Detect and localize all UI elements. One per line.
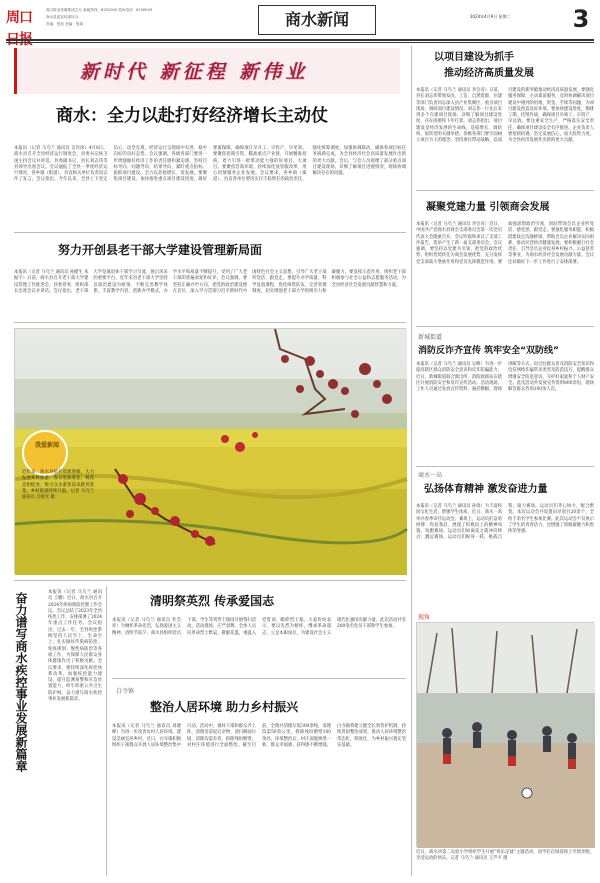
qingming-headline: 清明祭英烈 传承爱国志 <box>150 594 275 608</box>
project-body: 本报讯（记者 马乌兰 通讯员 李会省）日前，县长刘志伟带领发改、工信、自然资源、住建等部门负责同志深入县产业集聚区、重点项目现场，调研项目建设情况。刘志伟一行先后来到多个在建项目现场，详细了解项目建设进度、存在困难和下步打算。刘志伟指出，项目建设是经济发展的生命线，是稳增长、调结构、促转型的关键举措。各级各部门要牢固树立项目为王的理念，坚持项目带动战略，以项目建设的新突破推动经济高质量发展。要强化服务保障，主动靠前服务，及时协调解决项目建设中遇到的用地、资金、手续等问题，为项目建设创造良好环境。要加快建设进度，倒排工期、挂图作战，确保项目早竣工、早投产、早达效。要注重安全生产，严格落实安全责任，确保项目建设安全有序推进。企业负责人要抢抓机遇，坚定发展信心，加大投资力度，为全县经济发展作出新的更大贡献。 <box>416 88 594 144</box>
sports-photo <box>416 622 594 847</box>
party-body: 本报讯（记者 马乌兰 通讯员 李会省）近日，中国共产党商水县商会支部委员会第一次党员代表大会隆重召开。会议听取和审议了支部工作报告，选举产生了新一届支部委员会。会议强调，要坚持以党建为引领，把党的政治优势、组织优势转化为商会发展优势，充分发挥党支部战斗堡垒作用和党员先锋模范作用。要加强思想政治引领，团结带领会员企业听党话、感党恩、跟党走。要强化服务职能，积极搭建政企沟通桥梁，帮助会员企业解决实际困难，推动民营经济健康发展。要积极履行社会责任，引导会员企业投身乡村振兴、公益慈善等事业，为商水经济社会发展贡献力量。会议还对做好下一步工作进行了安排部署。 <box>416 222 594 265</box>
project-headline-1: 以项目建设为抓手 <box>434 52 514 63</box>
section-title: 商水新闻 <box>258 5 376 35</box>
page-number: 3 <box>572 5 590 33</box>
village-headline: 整治人居环境 助力乡村振兴 <box>150 700 299 714</box>
sports-headline: 弘扬体育精神 激发奋进力量 <box>424 484 548 495</box>
fire-headline: 消防反诈齐宣传 筑牢安全“双防线” <box>418 346 559 356</box>
project-headline-2: 推动经济高质量发展 <box>444 68 534 79</box>
sports-photo-illustration <box>417 623 595 848</box>
lead-body: 本报讯（记者 马乌兰 通讯员 吴洋冰）4月8日，商水县召开全县经济运行调度会，县委书记杨卫国主持会议并讲话。县委副书记、县长刘志伟等县领导出席会议。会议通报了全县一季度经济运行情况，各乡镇（街道）、县直相关单位负责同志作了发言。会议指出，今年以来，全县上下坚定信心、攻坚克难，经济运行呈现稳中有进、稳中向好的良好态势。会议强调，各级各部门要进一步增强做好经济工作的责任感和紧迫感，坚持目标导向、问题导向、结果导向，紧盯重点指标，狠抓项目建设，全力以赴稳增长、促发展。要聚焦项目建设，加快推进重点项目建设进度，做好要素保障，确保项目早开工、早投产、早见效。要聚焦招商引资，瞄准重点产业链，开展精准招商，着力引进一批带动能力强的好项目、大项目。要聚焦营商环境，持续深化放管服改革，用心用情服务企业发展。会议要求，各乡镇（街道）、县直各单位要切实扛牢稳增长的政治责任，强化统筹调度，加强协调联动，确保各项目标任务圆满完成，为全县经济社会高质量发展作出新的更大贡献。会后，与会人员观摩了部分重点项目建设现场，详细了解项目进展情况，现场协调解决存在的问题。 <box>14 146 406 183</box>
fire-body: 本报讯（记者 马乌兰 通讯员 吴峰）为进一步提高辖区群众消防安全意识和反诈防骗能力，近日，新城街道联合派出所、消防救援站在辖区开展消防安全和反诈宣传活动。活动现场，工作人员通过发放宣传资料、悬挂横幅、现场讲解等方式，向过往群众普及消防安全知识和电信网络诈骗常见类型及防范技巧，提醒群众增强安全防范意识，守护好家庭和个人财产安全。此次活动共发放宣传资料800余份，现场解答群众咨询100余人次。 <box>416 362 594 393</box>
cdc-body: 本报讯（记者 马乌兰 通讯员 王鹏）近日，商水县召开2024年疾病预防控制工作会议。会议总结了2023年全县疾控工作，安排部署了2024年重点工作任务。会议指出，过去一年，全县疾控系统坚持人民至上、生命至上，扎实做好传染病防控、免疫规划、慢性病防治等各项工作，为保障人民群众身体健康作出了积极贡献。会议要求，要持续深化疾控体系改革，加强疾控能力建设，提升监测预警和应急处置能力，织牢织密公共卫生防护网，奋力谱写商水疾控事业发展新篇章。 <box>48 590 102 703</box>
cadre-headline: 努力开创县老干部大学建设管理新局面 <box>58 243 263 257</box>
photo-illustration <box>15 329 407 575</box>
photo-kicker: 我爱新闻 <box>34 442 59 449</box>
cdc-headline: 奋力谱写商水疾控事业发展新篇章 <box>14 592 28 772</box>
fire-kicker: 新城街道 <box>418 334 443 341</box>
sports-photo-caption: 近日，商水县第二实验小学组织学生开展“快乐足球”主题活动，同学们在绿茵场上尽情奔跑，享受运动的快乐。记者 马乌兰 通讯员 王芦平 摄 <box>416 850 594 862</box>
theme-banner: 新时代 新征程 新伟业 <box>80 61 309 83</box>
lead-headline: 商水：全力以赴打好经济增长主动仗 <box>56 106 328 126</box>
masthead-sub-info: 商水县委宣传部协办 <box>46 15 79 19</box>
cadre-body: 本报讯（记者 马乌兰 通讯员 孙健生 朱振宇）日前，商水县召开老干部大学建设管理工作推进会。县委常委、组织部长出席会议并讲话。会议指出，老干部大学是离退休干部学习交流、展示风采的重要平台，近年来县老干部大学坚持以政治建设为统领，不断完善教学体系，丰富教学内容，创新办学模式，办学水平和质量不断提升，受到了广大老干部的普遍欢迎和好评。会议强调，要坚持正确办学方向，把党的政治建设摆在首位，深入学习贯彻习近平新时代中国特色社会主义思想，引导广大老干部听党话、跟党走。要提升办学质量，科学设置课程，优化师资队伍，完善管理制度，切实增强老干部大学的吸引力和凝聚力。要发挥示范作用，组织老干部积极参与社会公益和志愿服务活动，为全县经济社会发展贡献智慧和力量。 <box>14 270 406 294</box>
village-body: 本报讯（记者 马乌兰 通讯员 刘晓峰）为进一步改善农村人居环境，建设美丽宜居乡村，近日，白寺镇积极组织干部群众开展人居环境整治集中行动。活动中，镇村干部和群众齐上阵，清理房前屋后杂物、清扫路面垃圾、清除沟渠杂草，拆除残垣断壁，对村庄环境进行全面整治。截至目前，全镇共清理垃圾300余吨，清理沟渠50余公里，拆除残垣断壁100余处。环境整治后，村庄面貌焕然一新，群众幸福感、获得感不断增强。白寺镇将建立健全长效管护机制，持续巩固整治成果，推动人居环境整治常态化、制度化，为乡村振兴奠定坚实基础。 <box>112 724 406 748</box>
village-kicker: 白寺镇 <box>116 688 135 695</box>
masthead-info: 周口报业传媒集团主办 新闻热线：8251000 投诉电话：8199503 <box>46 8 153 12</box>
newspaper-logo: 周口 <box>6 10 32 26</box>
photo-caption: 近年来，商水县依托资源禀赋，大力发展乡村旅游，春日里油菜花、桃花竞相绽放，吸引众多游客前来踏青赏花，乡村旅游持续升温。记者 马乌兰 通讯员 吕晓光 摄 <box>22 470 94 501</box>
sports-body: 本报讯（记者 马乌兰 通讯员 孙琦）为丰富校园文化生活，增强学生体质，近日，商水一高举办春季田径运动会。赛场上，运动员们奋勇拼搏、你追我赶，展现了积极向上的精神风貌。短跑赛场，运动员们如离弦之箭冲向终点；跳远赛场，运动员们纵身一跃，挑战自我；接力赛场，运动员们齐心协力，配合默契。本次运动会共设置田径项目20余个，全校千余名学生参加比赛。此次运动会不仅展示了学生的青春活力，也增强了班级凝聚力和集体荣誉感。 <box>416 504 594 541</box>
party-headline: 凝聚党建力量 引领商会发展 <box>426 202 550 213</box>
masthead-editor: 责编：张凯 美编：张丽 <box>46 22 84 26</box>
sports-photo-kicker: 视角 <box>418 614 431 621</box>
sports-kicker: 商水一高 <box>418 472 443 479</box>
qingming-body: 本报讯（记者 马乌兰 通讯员 杜会祥）为缅怀革命先烈，弘扬爱国主义精神，清明节前夕，商水县组织党员干部、学生等到烈士陵园开展祭扫活动。活动现场，庄严肃穆，全体人员向革命烈士默哀，敬献花篮，重温入党誓词，瞻仰烈士墓。大家纷纷表示，要以先烈为榜样，继承革命遗志，立足本职岗位，为建设社会主义现代化强国贡献力量。此次活动共有200余名党员干部和学生参加。 <box>112 618 406 636</box>
issue-date: 2024年4月9日 星期二 <box>470 14 511 19</box>
